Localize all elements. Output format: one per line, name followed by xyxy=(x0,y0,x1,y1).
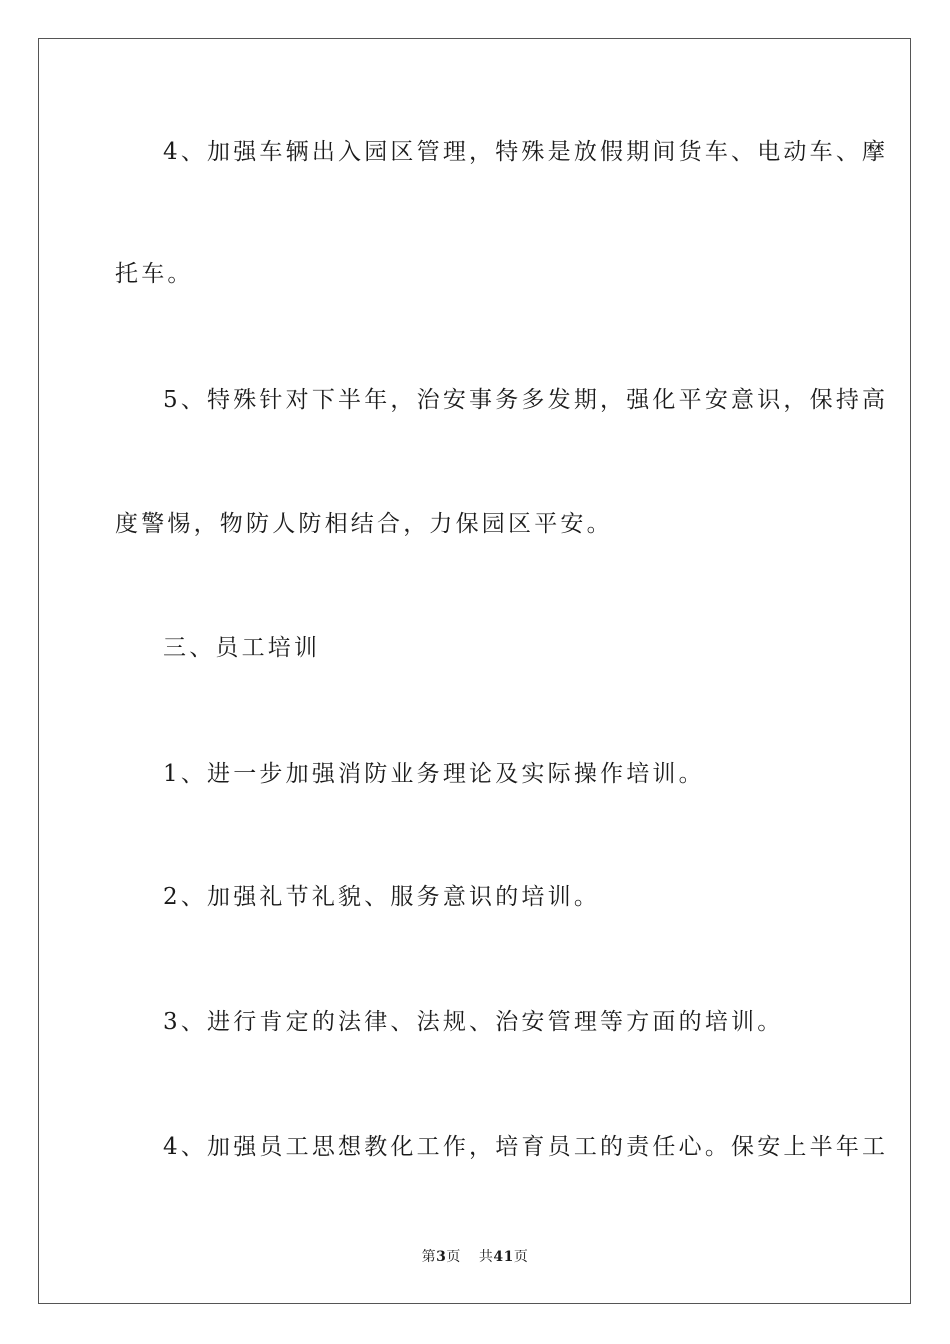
paragraph-4-vehicle-line-2: 托车。 xyxy=(115,261,194,287)
paragraph-5-security-line-1: 5、特殊针对下半年，治安事务多发期，强化平安意识，保持高 xyxy=(163,387,889,413)
paragraph-5-security-line-2: 度警惕，物防人防相结合，力保园区平安。 xyxy=(115,511,613,537)
paragraph-4-vehicle-line-1: 4、加强车辆出入园区管理，特殊是放假期间货车、电动车、摩 xyxy=(163,139,889,165)
page-footer xyxy=(0,1246,950,1266)
training-item-4-line-1: 4、加强员工思想教化工作，培育员工的责任心。保安上半年工 xyxy=(163,1134,889,1160)
footer-page-prefix: 第 xyxy=(421,1249,437,1265)
training-item-3: 3、进行肯定的法律、法规、治安管理等方面的培训。 xyxy=(163,1009,784,1035)
training-item-1: 1、进一步加强消防业务理论及实际操作培训。 xyxy=(163,761,705,787)
training-item-2: 2、加强礼节礼貌、服务意识的培训。 xyxy=(163,884,601,910)
page-border xyxy=(38,38,911,1304)
section-heading-staff-training: 三、员工培训 xyxy=(163,635,321,661)
footer-page-number: 3 xyxy=(436,1249,447,1265)
footer-total-pages: 41 xyxy=(493,1249,514,1265)
footer-total-prefix: 共 xyxy=(478,1249,494,1265)
footer-total-suffix: 页 xyxy=(513,1249,529,1265)
footer-page-suffix: 页 xyxy=(446,1249,461,1265)
